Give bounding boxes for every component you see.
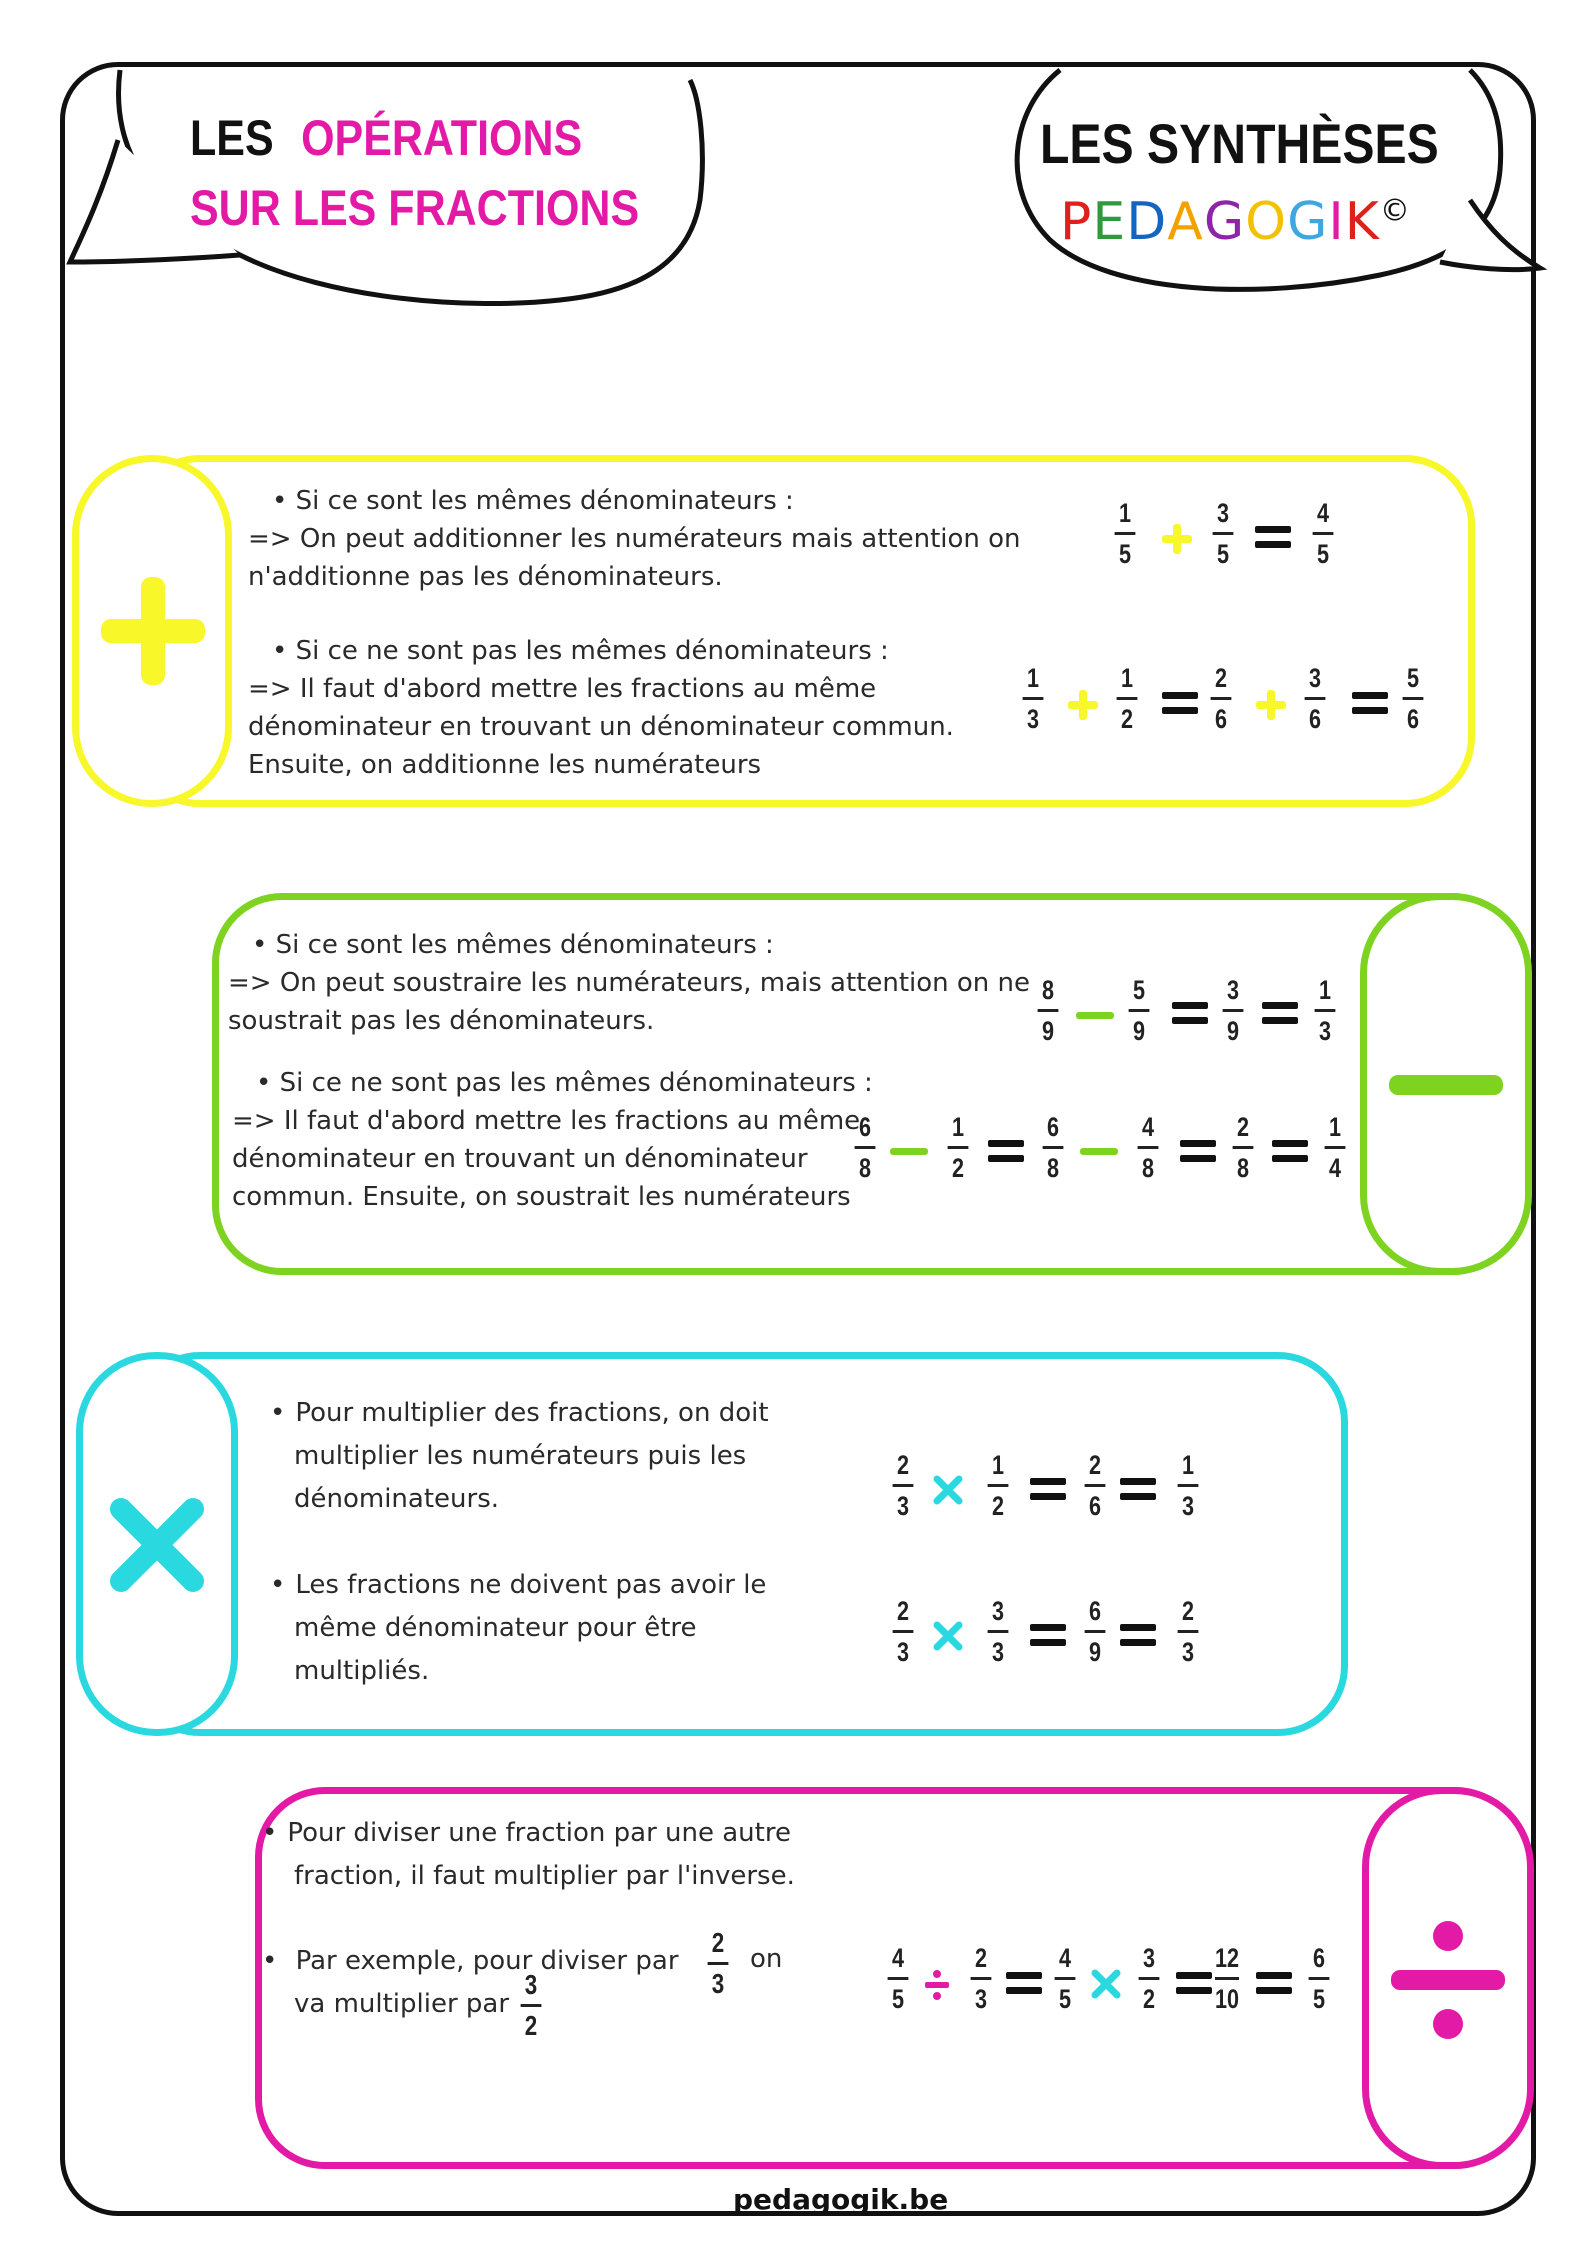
- numerator: 1: [1328, 1112, 1342, 1142]
- denominator: 10: [1215, 1984, 1240, 2014]
- numerator: 3: [1308, 663, 1322, 693]
- fraction: [521, 1970, 542, 2041]
- denominator: 3: [711, 1968, 725, 1999]
- fraction-bar: [1178, 1484, 1199, 1487]
- numerator: 8: [1041, 975, 1055, 1005]
- brand-letter: G: [1287, 192, 1329, 252]
- denominator: 3: [1181, 1637, 1195, 1667]
- text-line: dénominateur en trouvant un dénominateur commun.: [248, 712, 954, 742]
- numerator: 3: [1216, 498, 1230, 528]
- denominator: 5: [1058, 1984, 1072, 2014]
- fraction-bar: [1115, 532, 1136, 535]
- fraction: [1038, 975, 1059, 1046]
- numerator: 1: [1318, 975, 1332, 1005]
- numerator: 4: [891, 1943, 905, 1973]
- numerator: 6: [858, 1112, 872, 1142]
- brand-letter: E: [1092, 192, 1127, 252]
- numerator: 2: [896, 1450, 910, 1480]
- denominator: 2: [951, 1153, 965, 1183]
- division-icon-box: [1362, 1787, 1534, 2169]
- plus-icon: [1160, 522, 1194, 556]
- addition-para1: [248, 482, 1021, 596]
- multiplication-para1: [270, 1392, 769, 1521]
- times-icon: [83, 1359, 231, 1729]
- text-line: commun. Ensuite, on soustrait les numérateurs: [232, 1182, 851, 1212]
- minus-icon: [1080, 1148, 1118, 1155]
- fraction: [893, 1450, 914, 1521]
- times-icon: [1090, 1968, 1122, 2000]
- brand-letter: P: [1060, 192, 1093, 252]
- numerator: 12: [1215, 1943, 1240, 1973]
- brand-letter: K: [1344, 192, 1380, 252]
- numerator: 1: [1118, 498, 1132, 528]
- equals-icon: [1255, 526, 1291, 548]
- fraction: [1178, 1450, 1199, 1521]
- fraction: [888, 1943, 909, 2014]
- fraction-bar: [1213, 532, 1234, 535]
- denominator: 6: [1088, 1491, 1102, 1521]
- fraction-bar: [1138, 1146, 1159, 1149]
- fraction: [1315, 975, 1336, 1046]
- text-line: => Il faut d'abord mettre les fractions au même: [248, 674, 877, 704]
- minus-icon: [1076, 1012, 1114, 1019]
- fraction: [1305, 663, 1326, 734]
- numerator: 4: [1316, 498, 1330, 528]
- fraction: [988, 1596, 1009, 1667]
- numerator: 2: [1214, 663, 1228, 693]
- addition-icon-box: [72, 455, 232, 807]
- copyright-icon: ©: [1379, 193, 1411, 229]
- title-prefix: LES: [190, 110, 274, 166]
- numerator: 1: [1120, 663, 1134, 693]
- equals-icon: [1006, 1972, 1042, 1994]
- text-line: multipliés.: [294, 1656, 430, 1686]
- fraction: [1403, 663, 1424, 734]
- numerator: 1: [951, 1112, 965, 1142]
- denominator: 6: [1308, 704, 1322, 734]
- subtraction-icon-box: [1360, 893, 1532, 1275]
- denominator: 9: [1226, 1016, 1240, 1046]
- numerator: 3: [1226, 975, 1240, 1005]
- text-line: => On peut additionner les numérateurs mais attention on: [248, 524, 1021, 554]
- fraction-bar: [1215, 1977, 1239, 1980]
- fraction-bar: [893, 1630, 914, 1633]
- numerator: 3: [1142, 1943, 1156, 1973]
- text-line: • Si ce ne sont pas les mêmes dénominateurs :: [256, 1068, 873, 1098]
- denominator: 3: [896, 1637, 910, 1667]
- numerator: 2: [1236, 1112, 1250, 1142]
- denominator: 3: [1026, 704, 1040, 734]
- fraction: [1215, 1943, 1239, 2014]
- text-line: dénominateurs.: [294, 1484, 500, 1514]
- denominator: 3: [1181, 1491, 1195, 1521]
- fraction-bar: [1309, 1977, 1330, 1980]
- numerator: 3: [524, 1969, 538, 2000]
- text-line: • Les fractions ne doivent pas avoir le: [270, 1564, 766, 1607]
- fraction: [1223, 975, 1244, 1046]
- text-line: même dénominateur pour être: [294, 1613, 697, 1643]
- minus-icon: [890, 1148, 928, 1155]
- equals-icon: [1262, 1002, 1298, 1024]
- numerator: 5: [1406, 663, 1420, 693]
- plus-icon: [1254, 688, 1288, 722]
- text-line: • Si ce ne sont pas les mêmes dénominateurs :: [272, 636, 889, 666]
- denominator: 3: [896, 1491, 910, 1521]
- numerator: 1: [1181, 1450, 1195, 1480]
- plus-icon: [79, 462, 225, 800]
- addition-para2: [248, 632, 954, 784]
- divide-icon: [1369, 1794, 1527, 2162]
- division-para1: [262, 1812, 795, 1898]
- text-line: dénominateur en trouvant un dénominateur: [232, 1144, 808, 1174]
- subtraction-para1: [228, 926, 1030, 1040]
- text-segment: va multiplier par: [294, 1989, 510, 2019]
- text-line: [262, 1983, 679, 2026]
- equals-icon: [1120, 1478, 1156, 1500]
- fraction-bar: [1117, 697, 1138, 700]
- denominator: 2: [524, 2010, 538, 2041]
- fraction-bar: [1305, 697, 1326, 700]
- page-title-line1: [190, 102, 582, 174]
- text-line: multiplier les numérateurs puis les: [294, 1441, 747, 1471]
- numerator: 2: [1088, 1450, 1102, 1480]
- fraction: [1325, 1112, 1346, 1183]
- denominator: 6: [1214, 704, 1228, 734]
- numerator: 2: [711, 1927, 725, 1958]
- fraction: [1043, 1112, 1064, 1183]
- text-line: • Pour multiplier des fractions, on doit: [270, 1392, 769, 1435]
- fraction-bar: [1043, 1146, 1064, 1149]
- denominator: 2: [1120, 704, 1134, 734]
- equals-icon: [1272, 1140, 1308, 1162]
- equals-icon: [1256, 1972, 1292, 1994]
- fraction: [1055, 1943, 1076, 2014]
- equals-icon: [1176, 1972, 1212, 1994]
- fraction-bar: [1313, 532, 1334, 535]
- denominator: 5: [1216, 539, 1230, 569]
- fraction-bar: [1139, 1977, 1160, 1980]
- fraction-bar: [988, 1484, 1009, 1487]
- denominator: 5: [1312, 1984, 1326, 2014]
- fraction-bar: [1023, 697, 1044, 700]
- series-title: LES SYNTHÈSES: [1040, 112, 1439, 175]
- equals-icon: [1120, 1624, 1156, 1646]
- numerator: 2: [974, 1943, 988, 1973]
- division-para2-after: on: [750, 1944, 783, 1974]
- fraction: [1129, 975, 1150, 1046]
- text-line: • Si ce sont les mêmes dénominateurs :: [252, 930, 774, 960]
- fraction-bar: [1325, 1146, 1346, 1149]
- denominator: 5: [1118, 539, 1132, 569]
- numerator: 6: [1046, 1112, 1060, 1142]
- fraction: [708, 1928, 729, 1999]
- fraction-bar: [521, 2004, 542, 2007]
- fraction: [1139, 1943, 1160, 2014]
- fraction-bar: [708, 1962, 729, 1965]
- divide-icon: [922, 1968, 952, 2002]
- numerator: 2: [896, 1596, 910, 1626]
- fraction-bar: [1129, 1009, 1150, 1012]
- numerator: 2: [1181, 1596, 1195, 1626]
- fraction: [1085, 1596, 1106, 1667]
- fraction: [1309, 1943, 1330, 2014]
- times-icon: [932, 1620, 964, 1652]
- title-highlight: OPÉRATIONS: [301, 110, 583, 166]
- fraction: [1117, 663, 1138, 734]
- fraction: [1085, 1450, 1106, 1521]
- brand-letter: A: [1167, 192, 1204, 252]
- multiplication-icon-box: [76, 1352, 238, 1736]
- denominator: 9: [1041, 1016, 1055, 1046]
- fraction-bar: [855, 1146, 876, 1149]
- denominator: 9: [1132, 1016, 1146, 1046]
- text-line: fraction, il faut multiplier par l'inverse.: [294, 1861, 795, 1891]
- text-segment: Par exemple, pour diviser par: [295, 1946, 679, 1976]
- text-line: • Si ce sont les mêmes dénominateurs :: [272, 486, 794, 516]
- numerator: 4: [1141, 1112, 1155, 1142]
- denominator: 8: [1236, 1153, 1250, 1183]
- fraction-bar: [1085, 1484, 1106, 1487]
- fraction-bar: [1178, 1630, 1199, 1633]
- equals-icon: [1030, 1624, 1066, 1646]
- brand-logo: [1060, 192, 1411, 252]
- numerator: 4: [1058, 1943, 1072, 1973]
- denominator: 4: [1328, 1153, 1342, 1183]
- fraction: [1213, 498, 1234, 569]
- numerator: 1: [1026, 663, 1040, 693]
- fraction-bar: [1233, 1146, 1254, 1149]
- brand-letter: O: [1245, 192, 1288, 252]
- text-line: => Il faut d'abord mettre les fractions au même: [232, 1106, 861, 1136]
- equals-icon: [988, 1140, 1024, 1162]
- fraction-bar: [893, 1484, 914, 1487]
- text-line: => On peut soustraire les numérateurs, mais attention on ne: [228, 968, 1031, 998]
- plus-icon: [1066, 688, 1100, 722]
- numerator: 3: [991, 1596, 1005, 1626]
- fraction-bar: [1038, 1009, 1059, 1012]
- denominator: 6: [1406, 704, 1420, 734]
- equals-icon: [1180, 1140, 1216, 1162]
- multiplication-para2: [270, 1564, 766, 1693]
- denominator: 2: [1142, 1984, 1156, 2014]
- fraction: [1233, 1112, 1254, 1183]
- fraction: [971, 1943, 992, 2014]
- brand-letter: G: [1203, 192, 1246, 252]
- denominator: 2: [991, 1491, 1005, 1521]
- denominator: 8: [1141, 1153, 1155, 1183]
- denominator: 5: [1316, 539, 1330, 569]
- fraction: [1178, 1596, 1199, 1667]
- fraction-bar: [1315, 1009, 1336, 1012]
- fraction: [1313, 498, 1334, 569]
- fraction: [948, 1112, 969, 1183]
- fraction: [1211, 663, 1232, 734]
- numerator: 6: [1312, 1943, 1326, 1973]
- times-icon: [932, 1474, 964, 1506]
- fraction-bar: [888, 1977, 909, 1980]
- fraction: [1115, 498, 1136, 569]
- denominator: 8: [1046, 1153, 1060, 1183]
- fraction: [893, 1596, 914, 1667]
- equals-icon: [1030, 1478, 1066, 1500]
- fraction-bar: [1085, 1630, 1106, 1633]
- fraction: [1138, 1112, 1159, 1183]
- fraction-bar: [988, 1630, 1009, 1633]
- denominator: 5: [891, 1984, 905, 2014]
- page-title-line2: SUR LES FRACTIONS: [190, 180, 640, 236]
- equals-icon: [1162, 692, 1198, 714]
- fraction: [855, 1112, 876, 1183]
- fraction: [1023, 663, 1044, 734]
- fraction-bar: [1223, 1009, 1244, 1012]
- minus-icon: [1367, 900, 1525, 1268]
- subtraction-para2: [232, 1064, 873, 1216]
- numerator: 6: [1088, 1596, 1102, 1626]
- fraction-bar: [948, 1146, 969, 1149]
- denominator: 3: [974, 1984, 988, 2014]
- text-line: soustrait pas les dénominateurs.: [228, 1006, 655, 1036]
- brand-letter: I: [1328, 192, 1345, 252]
- text-line: [262, 1940, 679, 1983]
- division-para2: [262, 1940, 679, 2026]
- brand-letter: D: [1126, 192, 1168, 252]
- text-line: Ensuite, on additionne les numérateurs: [248, 750, 762, 780]
- numerator: 5: [1132, 975, 1146, 1005]
- fraction-bar: [1055, 1977, 1076, 1980]
- text-line: n'additionne pas les dénominateurs.: [248, 562, 723, 592]
- footer-site: pedagogik.be: [733, 2183, 949, 2216]
- fraction-bar: [1211, 697, 1232, 700]
- denominator: 8: [858, 1153, 872, 1183]
- fraction-bar: [1403, 697, 1424, 700]
- numerator: 1: [991, 1450, 1005, 1480]
- denominator: 3: [1318, 1016, 1332, 1046]
- equals-icon: [1172, 1002, 1208, 1024]
- text-line: • Pour diviser une fraction par une autre: [262, 1812, 795, 1855]
- fraction-bar: [971, 1977, 992, 1980]
- denominator: 9: [1088, 1637, 1102, 1667]
- denominator: 3: [991, 1637, 1005, 1667]
- equals-icon: [1352, 692, 1388, 714]
- fraction: [988, 1450, 1009, 1521]
